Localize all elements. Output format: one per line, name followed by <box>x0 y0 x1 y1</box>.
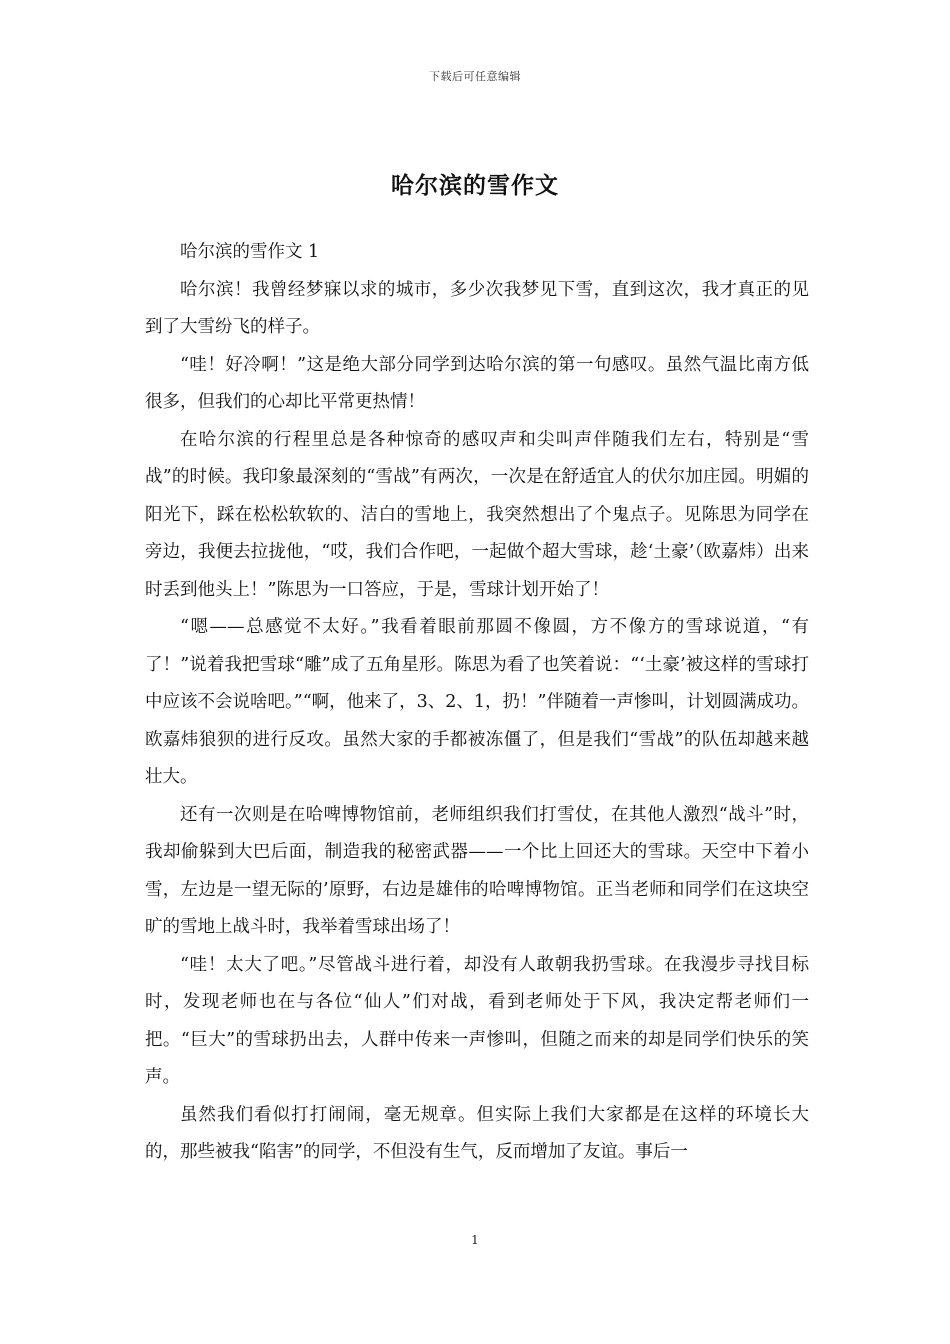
paragraph: 还有一次则是在哈啤博物馆前，老师组织我们打雪仗，在其他人激烈“战斗”时，我却偷躲到大巴后面，制造我的秘密武器——一个比上回还大的雪球。天空中下着小雪，左边是一望无际的’原野，右边是雄伟的哈啤博物馆。正当老师和同学们在这块空旷的雪地上战斗时，我举着雪球出场了！ <box>145 804 809 937</box>
header-note: 下载后可任意编辑 <box>429 70 521 83</box>
paragraph: “哇！太大了吧。”尽管战斗进行着，却没有人敢朝我扔雪球。在我漫步寻找目标时，发现老师也在与各位“仙人”们对战，看到老师处于下风，我决定帮老师们一把。“巨大”的雪球扔出去，人群中传来一声惨叫，但随之而来的却是同学们快乐的笑声。 <box>145 954 809 1087</box>
paragraph: 哈尔滨！我曾经梦寐以求的城市，多少次我梦见下雪，直到这次，我才真正的见到了大雪纷飞的样子。 <box>145 279 809 337</box>
document-body <box>145 234 809 1172</box>
paragraph: 在哈尔滨的行程里总是各种惊奇的感叹声和尖叫声伴随我们左右，特别是“雪战”的时候。我印象最深刻的“雪战”有两次，一次是在舒适宜人的伏尔加庄园。明媚的阳光下，踩在松松软软的、洁白的雪地上，我突然想出了个鬼点子。见陈思为同学在旁边，我便去拉拢他，“哎，我们合作吧，一起做个超大雪球，趁‘土豪’（欧嘉炜）出来时丢到他头上！”陈思为一口答应，于是，雪球计划开始了！ <box>145 429 809 600</box>
paragraph: 虽然我们看似打打闹闹，毫无规章。但实际上我们大家都是在这样的环境长大的，那些被我“陷害”的同学，不但没有生气，反而增加了友谊。事后一 <box>145 1104 809 1162</box>
document-title: 哈尔滨的雪作文 <box>391 172 559 200</box>
page-number: 1 <box>471 1233 479 1247</box>
paragraph-section-heading: 哈尔滨的雪作文 1 <box>180 242 320 262</box>
paragraph: “哇！好冷啊！”这是绝大部分同学到达哈尔滨的第一句感叹。虽然气温比南方低很多，但我们的心却比平常更热情！ <box>145 354 809 412</box>
paragraph: “嗯——总感觉不太好。”我看着眼前那圆不像圆，方不像方的雪球说道，“有了！”说着我把雪球“雕”成了五角星形。陈思为看了也笑着说：“‘土豪’被这样的雪球打中应该不会说啥吧。”“啊，他来了，3、2、1，扔！”伴随着一声惨叫，计划圆满成功。欧嘉炜狼狈的进行反攻。虽然大家的手都被冻僵了，但是我们“雪战”的队伍却越来越壮大。 <box>145 617 809 787</box>
